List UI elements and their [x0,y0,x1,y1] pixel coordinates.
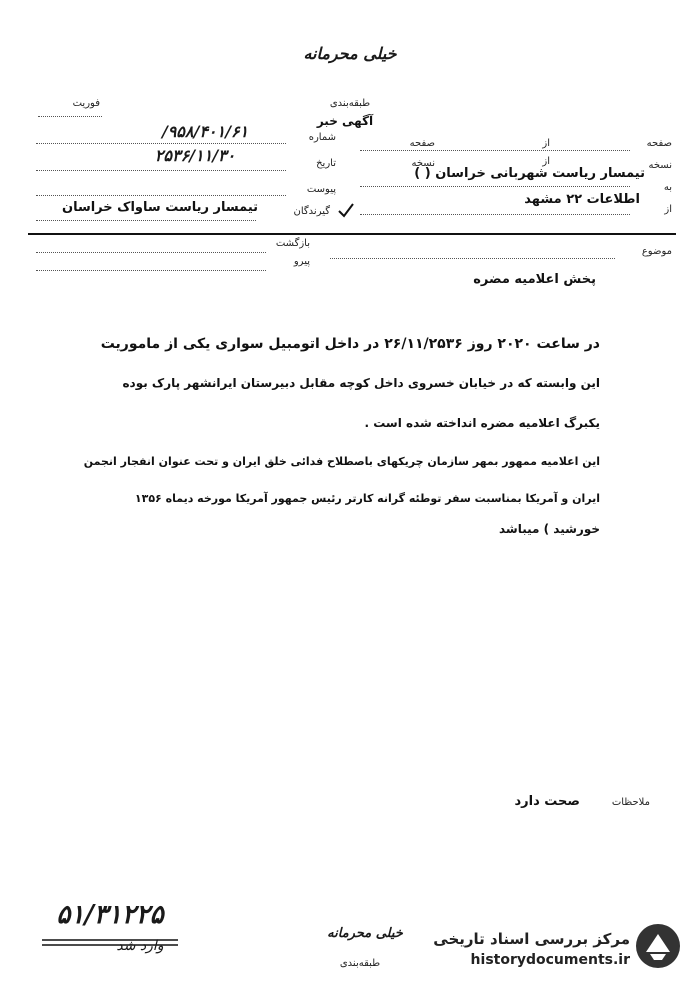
date-label: تاریخ [316,158,336,169]
page-label: صفحه [646,138,672,149]
watermark-logo-icon [634,922,682,970]
header-divider [28,233,676,235]
copy-from-label: از [542,156,550,167]
recipients-label: گیرندگان [293,206,330,217]
checkmark-icon [336,200,356,220]
to-line [360,186,630,187]
classification-value: آگهی خبر [316,114,374,128]
date-value: ۲۵۳۶/۱۱/۳۰ [154,146,236,165]
page-label-2: صفحه [409,138,435,149]
from-label: از [664,204,672,215]
from-line [360,214,630,215]
body-line-5: ایران و آمریکا بمناسبت سفر توطئه گرانه کارتر رئیس جمهور آمریکا مورخه دیماه ۱۳۵۶ [134,492,600,505]
to-label: به [663,182,672,193]
followup-line [36,270,266,271]
copy-label: نسخه [648,160,672,171]
handwritten-note: وارد شد [116,938,164,954]
date-line [36,170,286,171]
return-line [36,252,266,253]
page-line [360,150,630,151]
body-line-3: یکبرگ اعلامیه مضره انداخته شده است . [364,416,600,430]
footer-classification-title: خیلی محرمانه [327,926,403,941]
recipients-line [36,220,256,221]
body-line-4: این اعلامیه ممهور بمهر سازمان چریکهای باصطلاح فدائی خلق ایران و تحت عنوان انفجار انجمن [83,455,600,468]
to-value: تیمسار ریاست شهربانی خراسان ( ) [414,166,645,181]
priority-label: فوریت [72,98,100,109]
body-line-6: خورشید ) میباشد [498,522,600,536]
subject-text: پخش اعلامیه مضره [473,272,596,287]
watermark-url: historydocuments.ir [470,952,630,968]
page-from-label: از [542,138,550,149]
handwritten-number: ۵۱/۳۱۲۲۵ [56,900,164,930]
watermark-text: مرکز بررسی اسناد تاریخی [433,930,630,948]
subject-label: موضوع [641,246,672,257]
notes-label: ملاحظات [611,797,650,808]
number-line [36,143,286,144]
return-label: بازگشت [275,238,310,249]
priority-line [38,116,102,117]
footer-classification-label: طبقه‌بندی [339,958,381,969]
copy-label-2: نسخه [411,158,435,169]
attachment-line [36,195,286,196]
body-line-2: این وابسته که در خیابان خسروی داخل کوچه مقابل دبیرستان ایرانشهر پارک بوده [122,376,600,390]
number-label: شماره [308,132,336,143]
classification-label: طبقه‌بندی [329,98,371,109]
recipients-value: تیمسار ریاست ساواک خراسان [61,200,259,215]
notes-value: صحت دارد [514,794,580,809]
from-value: اطلاعات ۲۲ مشهد [524,192,640,207]
classification-title: خیلی محرمانه [303,44,397,63]
number-value: ۹۵۸/۴۰۱/۶۱/ [161,122,249,141]
attachment-label: پیوست [306,184,336,195]
body-line-1: در ساعت ۲۰۲۰ روز ۲۶/۱۱/۲۵۳۶ در داخل اتومبیل سواری یکی از ماموریت [100,336,600,352]
followup-label: پیرو [293,256,310,267]
subject-line [330,258,615,259]
